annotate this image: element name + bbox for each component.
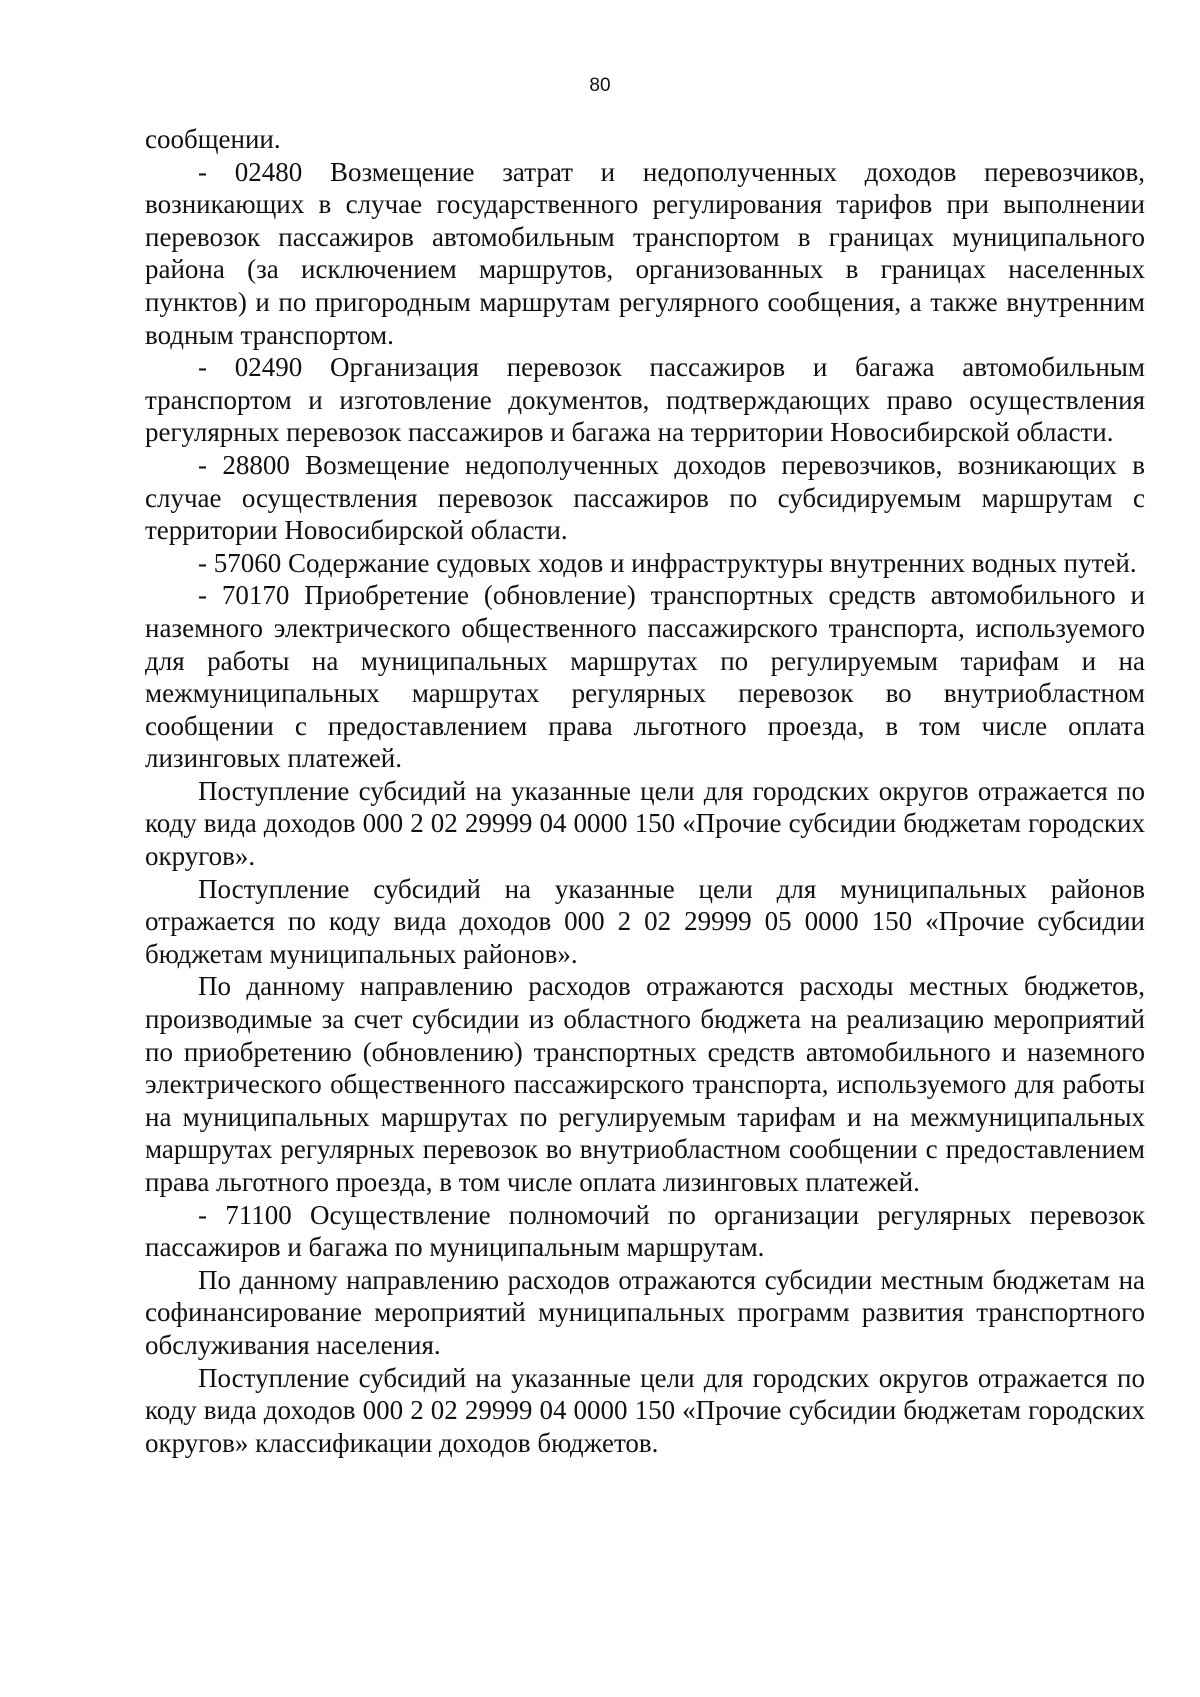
page-number: 80 — [589, 75, 611, 96]
paragraph-expenses-description: По данному направлению расходов отражаются расходы местных бюджетов, производимые за счет субсидии из областного бюджета на реализацию мероприятий по приобретению (обновлению) транспортных средств автомобильного и наземного электрического общественного пассажирского транспорта, используемого для работы на муниципальных маршрутах по регулируемым тарифам и на межмуниципальных маршрутах регулярных перевозок во внутриобластном сообщении с предоставлением права льготного проезда, в том числе оплата лизинговых платежей. — [145, 971, 1145, 1197]
document-body — [145, 123, 1145, 1459]
paragraph-subsidies-description: По данному направлению расходов отражаются субсидии местным бюджетам на софинансирование мероприятий муниципальных программ развития транспортного обслуживания населения. — [145, 1264, 1145, 1360]
paragraph-income-municipal-districts: Поступление субсидий на указанные цели для муниципальных районов отражается по коду вида доходов 000 2 02 29999 05 0000 150 «Прочие субсидии бюджетам муниципальных районов». — [145, 873, 1145, 969]
paragraph-income-city-districts: Поступление субсидий на указанные цели для городских округов отражается по коду вида доходов 000 2 02 29999 04 0000 150 «Прочие субсидии бюджетам городских округов». — [145, 775, 1145, 872]
paragraph-item-57060: - 57060 Содержание судовых ходов и инфраструктуры внутренних водных путей. — [198, 547, 1137, 578]
paragraph-continuation: сообщении. — [145, 124, 281, 154]
paragraph-income-final: Поступление субсидий на указанные цели для городских округов отражается по коду вида доходов 000 2 02 29999 04 0000 150 «Прочие субсидии бюджетам городских округов» классификации доходов бюджетов. — [145, 1362, 1145, 1458]
paragraph-item-02490: - 02490 Организация перевозок пассажиров и багажа автомобильным транспортом и изготовление документов, подтверждающих право осуществления регулярных перевозок пассажиров и багажа на территории Новосибирской области. — [145, 352, 1145, 448]
paragraph-item-28800: - 28800 Возмещение недополученных доходов перевозчиков, возникающих в случае осуществления перевозок пассажиров по субсидируемым маршрутам с территории Новосибирской области. — [145, 449, 1145, 546]
paragraph-item-70170: - 70170 Приобретение (обновление) транспортных средств автомобильного и наземного электрического общественного пассажирского транспорта, используемого для работы на муниципальных маршрутах по регулируемым тарифам и на межмуниципальных маршрутах регулярных перевозок во внутриобластном сообщении с предоставлением права льготного проезда, в том числе оплата лизинговых платежей. — [145, 580, 1145, 774]
paragraph-item-71100: - 71100 Осуществление полномочий по организации регулярных перевозок пассажиров и багажа по муниципальным маршрутам. — [145, 1199, 1145, 1263]
paragraph-item-02480: - 02480 Возмещение затрат и недополученных доходов перевозчиков, возникающих в случае государственного регулирования тарифов при выполнении перевозок пассажиров автомобильным транспортом в границах муниципального района (за исключением маршрутов, организованных в границах населенных пунктов) и по пригородным маршрутам регулярного сообщения, а также внутренним водным транспортом. — [145, 156, 1145, 350]
